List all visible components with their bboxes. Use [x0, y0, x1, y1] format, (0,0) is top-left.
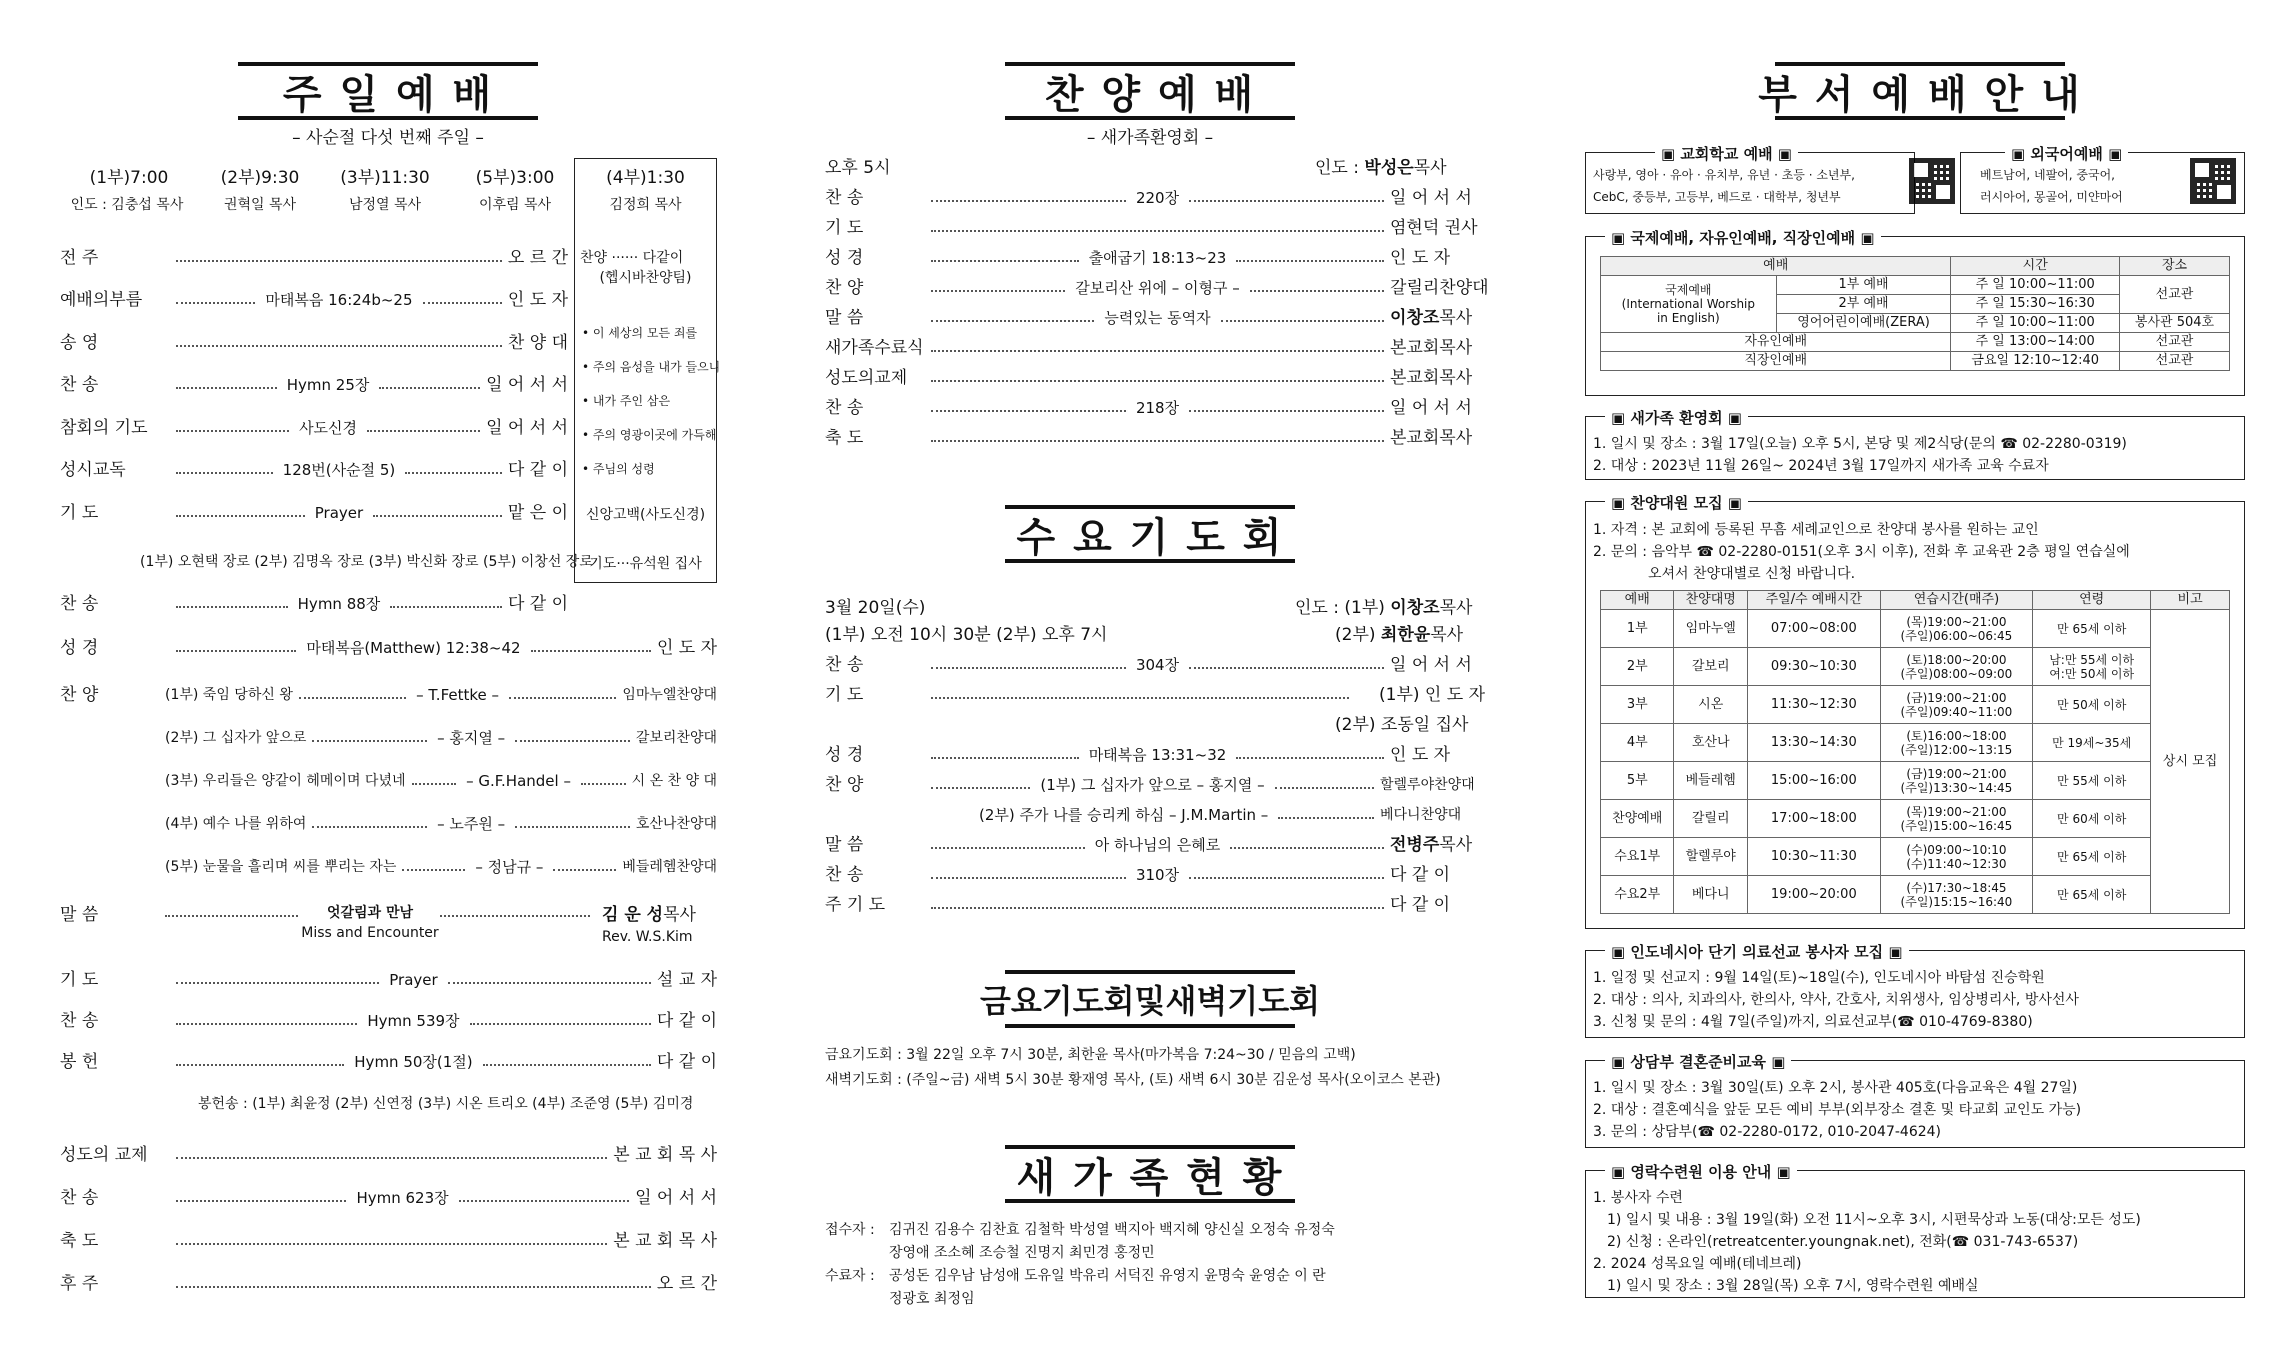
fourth-praise: 찬양 ······ 다같이: [580, 250, 684, 266]
order-row: 찬 송 220장 일 어 서 서: [825, 188, 1472, 208]
receive-names: 김귀진 김용수 김찬효 김철학 박성열 백지아 백지혜 양신실 오정숙 유정숙: [889, 1222, 1335, 1238]
choir-row: (5부) 눈물을 흘리며 씨를 뿌리는 자는 – 정남규 – 베들레헴찬양대: [165, 858, 718, 876]
foreign-line: 러시아어, 몽골어, 미얀마어: [1980, 190, 2123, 204]
retreat-title: ▣ 영락수련원 이용 안내 ▣: [1605, 1161, 1797, 1182]
counsel-line: 3. 문의 : 상담부(☎ 02-2280-0172, 010-2047-4624): [1593, 1124, 1942, 1140]
counsel-line: 1. 일시 및 장소 : 3월 30일(토) 오후 2시, 봉사관 405호(다음교육은 4월 27일): [1593, 1080, 2078, 1096]
praise-leader: 인도 : 박성은목사: [1315, 158, 1447, 178]
fourth-creed: 신앙고백(사도신경): [585, 507, 706, 523]
receive-names: 장영애 조소혜 조승철 진명지 최민경 홍정민: [889, 1245, 1155, 1261]
order-row: 후 주 오 르 간: [60, 1274, 717, 1294]
service-time: (4부)1:30: [606, 168, 685, 188]
order-row: 성 경 마태복음 13:31~32 인 도 자: [825, 745, 1451, 765]
choir-recruit-title: ▣ 찬양대원 모집 ▣: [1605, 492, 1748, 513]
intl-table: 예배 시간 장소 국제예배 (International Worship in English) 1부 예배 주 일 10:00~11:00 선교관 2부 예배 주 일 15:30~16:30 영어어린이예배(ZERA) 주 일 10:00~11:00 봉사관 504호 자유인예배 주 일 13:00~14:00 선교관 직장인예배 금요일 12:10~12:40 선교관: [1600, 256, 2230, 371]
wed-date: 3월 20일(수): [825, 598, 926, 618]
fourth-song: • 주님의 성령: [582, 462, 655, 476]
service-time: (5부)3:00: [475, 168, 555, 188]
welcome-line: 1. 일시 및 장소 : 3월 17일(오늘) 오후 5시, 본당 및 제2식당(문의 ☎ 02-2280-0319): [1593, 436, 2127, 452]
service-leader: 남정열 목사: [348, 197, 422, 213]
sermon-label: 말 씀: [60, 905, 99, 925]
department-column: [1585, 0, 2245, 1346]
choir-row: (2부) 그 십자가 앞으로 – 홍지열 – 갈보리찬양대: [165, 729, 718, 747]
sunday-title: [238, 62, 538, 120]
indonesia-line: 2. 대상 : 의사, 치과의사, 한의사, 약사, 간호사, 치위생사, 임상병리사, 방사선사: [1593, 992, 2079, 1008]
fourth-praise-team: (헵시바찬양팀): [599, 270, 692, 286]
order-row: 말 씀 능력있는 동역자 이창조목사: [825, 308, 1473, 328]
retreat-line: 2) 신청 : 온라인(retreatcenter.youngnak.net), 전화(☎ 031-743-6537): [1607, 1234, 2079, 1250]
indonesia-line: 1. 일정 및 선교지 : 9월 14일(토)~18일(수), 인도네시아 바탐섬 진승학원: [1593, 970, 2045, 986]
fourth-song: • 주의 영광이곳에 가득해: [582, 428, 717, 442]
school-line: 사랑부, 영아 · 유아 · 유치부, 유년 · 초등 · 소년부,: [1593, 168, 1855, 182]
welcome-title: ▣ 새가족 환영회 ▣: [1605, 407, 1748, 428]
prayer-note: (1부) 오현택 장로 (2부) 김명옥 장로 (3부) 박신화 장로 (5부) 이창선 장로: [140, 554, 593, 570]
newfam-title: 새 가 족 현 황: [1005, 1145, 1295, 1203]
wed-prayer-2: (2부) 조동일 집사: [1335, 715, 1469, 735]
order-row: 찬 송 Hymn 88장 다 같 이: [60, 594, 569, 614]
fourth-song: • 주의 음성을 내가 들으니: [582, 360, 721, 374]
retreat-line: 1) 일시 및 내용 : 3월 19일(화) 오전 11시~오후 3시, 시편묵상과 노동(대상:모든 성도): [1607, 1212, 2141, 1228]
service-leader: 인도 : 김충섭 목사: [70, 197, 184, 213]
order-row: 기 도 Prayer 맡 은 이: [60, 503, 568, 523]
order-row: 성도의 교제 본 교 회 목 사: [60, 1145, 717, 1165]
sermon-title-en: Miss and Encounter: [301, 925, 439, 941]
friday-title: 금요기도회및새벽기도회: [1005, 970, 1295, 1028]
order-row: 예배의부름 마태복음 16:24b~25 인 도 자: [60, 290, 568, 310]
order-row: 찬 송 Hymn 623장 일 어 서 서: [60, 1188, 718, 1208]
sermon-title: 엇갈림과 만남: [300, 903, 440, 923]
order-row: 성 경 출애굽기 18:13~23 인 도 자: [825, 248, 1451, 268]
order-row: 기 도 염현덕 권사: [825, 218, 1478, 238]
indonesia-line: 3. 신청 및 문의 : 4월 7일(주일)까지, 의료선교부(☎ 010-4769-8380): [1593, 1014, 2033, 1030]
counsel-line: 2. 대상 : 결혼예식을 앞둔 모든 예비 부부(외부장소 결혼 및 타교회 교인도 가능): [1593, 1102, 2082, 1118]
foreign-line: 베트남어, 네팔어, 중국어,: [1980, 168, 2115, 182]
order-row: 성시교독 128번(사순절 5) 다 같 이: [60, 460, 568, 480]
school-title: ▣ 교회학교 예배 ▣: [1655, 143, 1798, 164]
order-row: 말 씀 아 하나님의 은혜로 전병주목사: [825, 835, 1473, 855]
choir-recruit-line: 오셔서 찬양대별로 신청 바랍니다.: [1648, 566, 1856, 582]
choir-table: 예배 찬양대명 주일/수 예배시간 연습시간(매주) 연령 비고 1부 임마누엘 07:00~08:00 (목)19:00~21:00 (주일)06:00~06:45 만 65세 이하 상시 모집 2부 갈보리 09:30~10:30 (토)18:00~20:00 (주일)08:00~09:00 남:만 55세 이하 여:만 50세 이하 3부 시온 11:30~12:30 (금)19:00~21:00 (주일)09:40~11:00 만 50세 이하 4부 호산나 13:30~14:30 (토)16:00~18:00 (주일)12:00~13:15 만 19세~35세 5부 베들레헴 15:00~16:00 (금)19:00~21:00 (주일)13:30~14:45 만 55세 이하 찬양예배 갈릴리 17:00~18:00 (목)19:00~21:00 (주일)15:00~16:45 만 60세 이하 수요1부 할렐루야 10:30~11:30 (수)09:00~10:10 (수)11:40~12:30 만 65세 이하 수요2부 베다니 19:00~20:00 (수)17:30~18:45 (주일)15:15~16:40 만 65세 이하: [1600, 590, 2230, 914]
service-time: (1부)7:00: [89, 168, 169, 188]
fourth-song: • 내가 주인 삼은: [582, 394, 671, 408]
preacher-en: Rev. W.S.Kim: [602, 929, 693, 945]
order-row: (2부) 주가 나를 승리케 하심 – J.M.Martin – 베다니찬양대: [975, 805, 1485, 825]
retreat-line: 1) 일시 및 장소 : 3월 28일(목) 오후 7시, 영락수련원 예배실: [1607, 1278, 1979, 1294]
service-time: (3부)11:30: [340, 168, 430, 188]
dawn-line: 새벽기도회 : (주일~금) 새벽 5시 30분 황재영 목사, (토) 새벽 6시 30분 김운성 목사(오이코스 본관): [825, 1072, 1441, 1088]
service-leader: 권혁일 목사: [223, 197, 297, 213]
choir-row: (3부) 우리들은 양같이 헤메이며 다녔네 – G.F.Handel – 시 온 찬 양 대: [165, 772, 718, 790]
choir-row: (1부) 죽임 당하신 왕 – T.Fettke – 임마누엘찬양대: [165, 686, 717, 704]
choir-recruit-line: 1. 자격 : 본 교회에 등록된 무흠 세례교인으로 찬양대 봉사를 원하는 교인: [1593, 522, 2039, 538]
friday-line: 금요기도회 : 3월 22일 오후 7시 30분, 최한윤 목사(마가복음 7:24~30 / 믿음의 고백): [825, 1047, 1356, 1063]
complete-names: 정광호 최정임: [889, 1291, 975, 1307]
service-leader: 이후림 목사: [478, 197, 552, 213]
order-row: 찬 송 Hymn 539장 다 같 이: [60, 1011, 717, 1031]
sunday-subtitle: – 사순절 다섯 번째 주일 –: [292, 128, 484, 148]
receive-label: 접수자 :: [825, 1222, 875, 1238]
choir-recruit-line: 2. 문의 : 음악부 ☎ 02-2280-0151(오후 3시 이후), 전화 후 교육관 2층 평일 연습실에: [1593, 544, 2130, 560]
praise-subtitle: – 새가족환영회 –: [1086, 128, 1214, 148]
foreign-title: ▣ 외국어예배 ▣: [2005, 143, 2128, 164]
intl-title: ▣ 국제예배, 자유인예배, 직장인예배 ▣: [1605, 227, 1881, 248]
school-line: CebC, 중등부, 고등부, 베드로 · 대학부, 청년부: [1593, 190, 1841, 204]
service-leader: 김정희 목사: [609, 197, 682, 213]
qr-code-icon[interactable]: [2190, 158, 2236, 204]
offering-note: 봉헌송 : (1부) 최윤정 (2부) 신연정 (3부) 시온 트리오 (4부) 조준영 (5부) 김미경: [198, 1096, 694, 1112]
fourth-prayer: 기도···유석원 집사: [589, 556, 702, 572]
order-row: 성 경 마태복음(Matthew) 12:38~42 인 도 자: [60, 638, 718, 658]
complete-names: 공성돈 김우남 남성애 도유일 박유리 서덕진 유영지 윤명숙 윤영순 이 란: [889, 1268, 1326, 1284]
order-row: 찬 송 310장 다 같 이: [825, 865, 1451, 885]
order-row: 찬 양 갈보리산 위에 – 이형구 – 갈릴리찬양대: [825, 278, 1489, 298]
praise-time: 오후 5시: [825, 158, 891, 178]
dept-title: 부 서 예 배 안 내: [1775, 62, 2065, 120]
welcome-line: 2. 대상 : 2023년 11월 26일~ 2024년 3월 17일까지 새가족 교육 수료자: [1593, 458, 2049, 474]
order-row: 찬 송 218장 일 어 서 서: [825, 398, 1472, 418]
sunday-worship-column: [50, 0, 730, 1346]
order-row: 기 도 (1부) 인 도 자: [825, 685, 1485, 705]
counsel-title: ▣ 상담부 결혼준비교육 ▣: [1605, 1051, 1791, 1072]
order-row: 새가족수료식 본교회목사: [825, 338, 1473, 358]
order-row: 봉 헌 Hymn 50장(1절) 다 같 이: [60, 1052, 717, 1072]
sunday-title-text: 주 일 예 배: [282, 71, 494, 118]
complete-label: 수료자 :: [825, 1268, 875, 1284]
preacher: 김 운 성목사: [602, 905, 696, 925]
order-row: 기 도 Prayer 설 교 자: [60, 970, 717, 990]
choir-row: (4부) 예수 나를 위하여 – 노주원 – 호산나찬양대: [165, 815, 718, 833]
order-row: 찬 양 (1부) 그 십자가 앞으로 – 홍지열 – 할렐루야찬양대: [825, 775, 1475, 795]
middle-column: [815, 0, 1489, 1346]
indonesia-title: ▣ 인도네시아 단기 의료선교 봉사자 모집 ▣: [1605, 941, 1909, 962]
wed-times: (1부) 오전 10시 30분 (2부) 오후 7시: [825, 625, 1108, 645]
retreat-line: 1. 봉사자 수련: [1593, 1190, 1683, 1206]
order-row: 참회의 기도 사도신경 일 어 서 서: [60, 418, 568, 438]
praise-title: 찬 양 예 배: [1005, 62, 1295, 120]
order-row: 축 도 본 교 회 목 사: [60, 1231, 717, 1251]
order-row: 전 주 오 르 간: [60, 248, 568, 268]
wed-title: 수 요 기 도 회: [1005, 505, 1295, 563]
order-row: 찬 송 304장 일 어 서 서: [825, 655, 1472, 675]
choir-label: 찬 양: [60, 685, 99, 705]
order-row: 찬 송 Hymn 25장 일 어 서 서: [60, 375, 568, 395]
qr-code-icon[interactable]: [1909, 158, 1955, 204]
order-row: 주 기 도 다 같 이: [825, 895, 1451, 915]
order-row: 성도의교제 본교회목사: [825, 368, 1473, 388]
fourth-song: • 이 세상의 모든 죄를: [582, 326, 698, 340]
wed-leader-2: (2부) 최한윤목사: [1335, 625, 1464, 645]
order-row: 축 도 본교회목사: [825, 428, 1473, 448]
retreat-line: 2. 2024 성목요일 예배(테네브레): [1593, 1256, 1802, 1272]
service-time: (2부)9:30: [220, 168, 300, 188]
order-row: 송 영 찬 양 대: [60, 333, 568, 353]
wed-leader-1: 인도 : (1부) 이창조목사: [1295, 598, 1473, 618]
